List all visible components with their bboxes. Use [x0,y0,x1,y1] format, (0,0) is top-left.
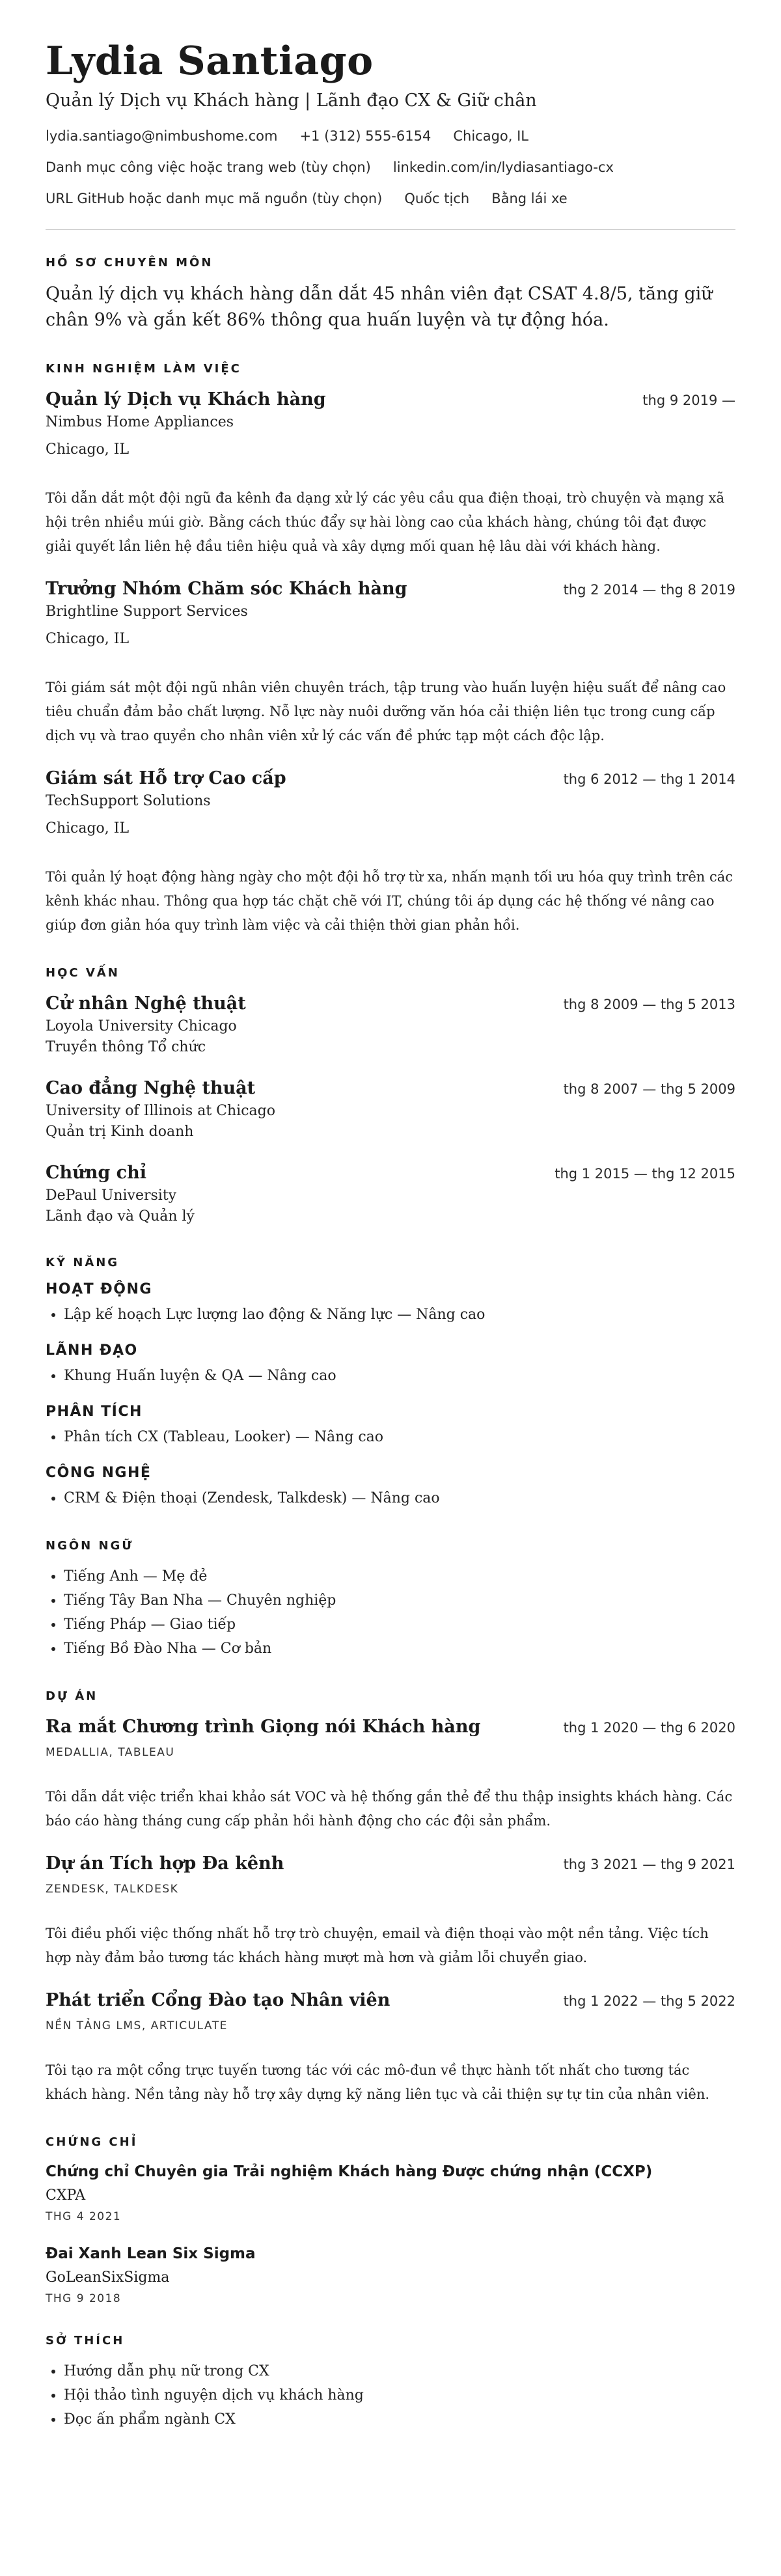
interest-list [46,2359,735,2431]
contact-driving-license: Bằng lái xe [491,191,568,206]
project-entry [46,1988,735,2107]
certification-name: Chứng chỉ Chuyên gia Trải nghiệm Khách hàng Được chứng nhận (CCXP) [46,2163,653,2180]
certification-issuer: GoLeanSixSigma [46,2269,170,2286]
section-title: KINH NGHIỆM LÀM VIỆC [46,362,241,376]
job-description: Tôi giám sát một đội ngũ nhân viên chuyên trách, tập trung vào huấn luyện hiệu suất để nâng cao tiêu chuẩn đảm bảo chất lượng. Nỗ lực này nuôi dưỡng văn hóa cải thiện liên tục trong cung cấp dịch vụ và trao quyền cho nhân viên xử lý các vấn đề phức tạp một cách độc lập. [46,680,726,743]
project-title: Phát triển Cổng Đào tạo Nhân viên [46,1990,390,2010]
company-name: Brightline Support Services [46,603,248,620]
skill-list [46,1364,735,1388]
experience-entry [46,577,735,748]
contact-row [46,189,735,208]
contact-row [46,126,735,146]
education-entry [46,1161,735,1227]
contact-linkedin[interactable]: linkedin.com/in/lydiasantiago-cx [392,159,614,175]
company-name: TechSupport Solutions [46,793,211,809]
section-title: HỌC VẤN [46,966,120,980]
education-date: thg 1 2015 — thg 12 2015 [555,1166,735,1182]
section-title: SỞ THÍCH [46,2334,125,2347]
job-title: Quản lý Dịch vụ Khách hàng [46,389,326,409]
job-location: Chicago, IL [46,441,130,458]
contact-location: Chicago, IL [453,128,528,144]
job-location: Chicago, IL [46,631,130,647]
skill-list [46,1486,735,1510]
language-item: • Tiếng Anh — Mẹ đẻ [64,1564,735,1588]
header-divider [46,229,735,230]
job-description: Tôi dẫn dắt một đội ngũ đa kênh đa dạng xử lý các yêu cầu qua điện thoại, trò chuyện và mạng xã hội trên nhiều múi giờ. Bằng cách thúc đẩy sự hài lòng cao của khách hàng, chúng tôi đạt được giải quyết lần liên hệ đầu tiên hiệu quả và xây dựng mối quan hệ lâu dài với khách hàng. [46,490,724,554]
interest-item: • Đọc ấn phẩm ngành CX [64,2407,735,2431]
summary-section [46,256,735,333]
job-date: thg 9 2019 — [642,393,735,408]
project-date: thg 1 2020 — thg 6 2020 [563,1720,735,1736]
skills-section [46,1256,735,1510]
education-date: thg 8 2007 — thg 5 2009 [563,1081,735,1097]
certification-entry [46,2243,735,2305]
language-item: • Tiếng Bồ Đào Nha — Cơ bản [64,1637,735,1661]
field-of-study: Truyền thông Tổ chức [46,1039,206,1055]
skill-list [46,1425,735,1449]
skill-list [46,1303,735,1327]
contact-portfolio[interactable]: Danh mục công việc hoặc trang web (tùy chọn) [46,159,371,175]
candidate-name: Lydia Santiago [46,38,374,84]
section-title: KỸ NĂNG [46,1256,120,1269]
experience-entry [46,387,735,559]
job-description: Tôi quản lý hoạt động hàng ngày cho một đội hỗ trợ từ xa, nhấn mạnh tối ưu hóa quy trình trên các kênh khác nhau. Thông qua hợp tác chặt chẽ với IT, chúng tôi áp dụng các hệ thống vé nâng cao giúp đơn giản hóa quy trình làm việc và cải thiện thời gian phản hồi. [46,869,733,933]
field-of-study: Lãnh đạo và Quản lý [46,1208,195,1225]
summary-text: Quản lý dịch vụ khách hàng dẫn dắt 45 nhân viên đạt CSAT 4.8/5, tăng giữ chân 9% và gắn kết 86% thông qua huấn luyện và tự động hóa. [46,284,713,330]
resume-header [46,38,735,208]
project-entry [46,1715,735,1833]
interest-item: • Hướng dẫn phụ nữ trong CX [64,2359,735,2383]
skill-group-title: PHÂN TÍCH [46,1404,143,1420]
experience-section [46,362,735,937]
contact-row [46,158,735,177]
project-tags: NỀN TẢNG LMS, ARTICULATE [46,2019,228,2032]
languages-section [46,1539,735,1661]
project-description: Tôi điều phối việc thống nhất hỗ trợ trò chuyện, email và điện thoại vào một nền tảng. Việc tích hợp này đảm bảo tương tác khách hàng mượt mà hơn và giảm lỗi chuyển giao. [46,1926,709,1965]
contact-phone[interactable]: +1 (312) 555-6154 [299,128,432,144]
skill-item: • Phân tích CX (Tableau, Looker) — Nâng cao [64,1425,735,1449]
projects-section [46,1689,735,2107]
job-title: Giám sát Hỗ trợ Cao cấp [46,768,286,788]
job-location: Chicago, IL [46,820,130,837]
degree-title: Cao đẳng Nghệ thuật [46,1078,256,1098]
certification-issuer: CXPA [46,2187,86,2204]
section-title: CHỨNG CHỈ [46,2135,138,2149]
degree-title: Cử nhân Nghệ thuật [46,993,246,1014]
education-date: thg 8 2009 — thg 5 2013 [563,997,735,1012]
project-title: Ra mắt Chương trình Giọng nói Khách hàng [46,1717,481,1737]
education-entry [46,1076,735,1143]
education-entry [46,991,735,1058]
job-date: thg 6 2012 — thg 1 2014 [563,771,735,787]
certification-entry [46,2161,735,2223]
skill-item: • CRM & Điện thoại (Zendesk, Talkdesk) — Nâng cao [64,1486,735,1510]
certifications-section [46,2135,735,2305]
skill-group-title: CÔNG NGHỆ [46,1465,152,1481]
school-name: DePaul University [46,1187,177,1204]
interests-section [46,2334,735,2431]
project-title: Dự án Tích hợp Đa kênh [46,1853,284,1874]
field-of-study: Quản trị Kinh doanh [46,1124,194,1140]
language-item: • Tiếng Tây Ban Nha — Chuyên nghiệp [64,1588,735,1613]
company-name: Nimbus Home Appliances [46,414,234,430]
candidate-headline: Quản lý Dịch vụ Khách hàng | Lãnh đạo CX & Giữ chân [46,90,537,111]
certification-name: Đai Xanh Lean Six Sigma [46,2245,256,2262]
section-title: DỰ ÁN [46,1689,98,1703]
project-date: thg 1 2022 — thg 5 2022 [563,1993,735,2009]
language-list [46,1564,735,1661]
project-description: Tôi tạo ra một cổng trực tuyến tương tác với các mô-đun về thực hành tốt nhất cho tương tác khách hàng. Nền tảng này hỗ trợ xây dựng kỹ năng liên tục và cải thiện sự tự tin của nhân viên. [46,2062,710,2102]
project-date: thg 3 2021 — thg 9 2021 [563,1857,735,1872]
certification-date: THG 9 2018 [46,2292,122,2305]
job-title: Trưởng Nhóm Chăm sóc Khách hàng [46,579,407,599]
education-section [46,966,735,1227]
job-date: thg 2 2014 — thg 8 2019 [563,582,735,598]
interest-item: • Hội thảo tình nguyện dịch vụ khách hàng [64,2383,735,2407]
contact-email[interactable]: lydia.santiago@nimbushome.com [46,128,278,144]
school-name: Loyola University Chicago [46,1018,237,1034]
skill-group-title: LÃNH ĐẠO [46,1342,138,1359]
school-name: University of Illinois at Chicago [46,1103,275,1119]
certification-date: THG 4 2021 [46,2210,122,2223]
language-item: • Tiếng Pháp — Giao tiếp [64,1613,735,1637]
section-title: HỒ SƠ CHUYÊN MÔN [46,256,213,270]
contact-github[interactable]: URL GitHub hoặc danh mục mã nguồn (tùy chọn) [46,191,383,206]
project-entry [46,1851,735,1970]
project-tags: MEDALLIA, TABLEAU [46,1746,175,1759]
project-description: Tôi dẫn dắt việc triển khai khảo sát VOC và hệ thống gắn thẻ để thu thập insights khách hàng. Các báo cáo hàng tháng cung cấp phản hồi hành động cho các đội sản phẩm. [46,1789,733,1829]
project-tags: ZENDESK, TALKDESK [46,1883,179,1896]
section-title: NGÔN NGỮ [46,1539,134,1553]
skill-item: • Lập kế hoạch Lực lượng lao động & Năng lực — Nâng cao [64,1303,735,1327]
skill-item: • Khung Huấn luyện & QA — Nâng cao [64,1364,735,1388]
contact-nationality: Quốc tịch [404,191,470,206]
experience-entry [46,766,735,937]
skill-group-title: HOẠT ĐỘNG [46,1281,152,1297]
degree-title: Chứng chỉ [46,1163,146,1183]
